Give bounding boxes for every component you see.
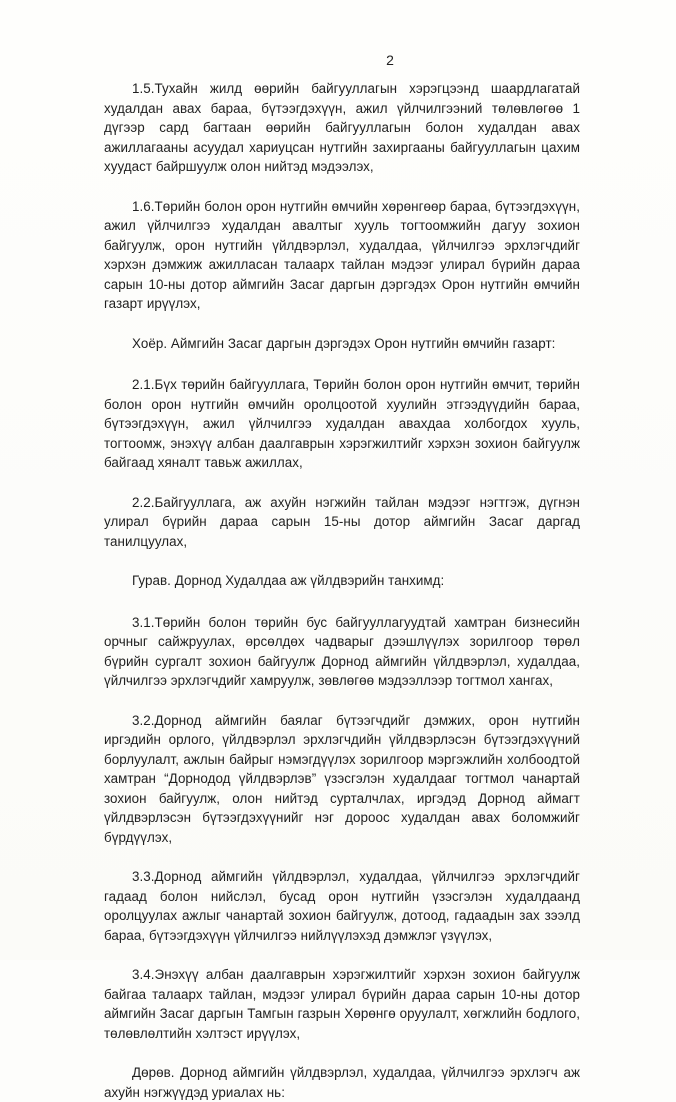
section-four-heading: Дөрөв. Дорнод аймгийн үйлдвэрлэл, худалдаа, үйлчилгээ эрхлэгч аж ахуйн нэгжүүдэд уриалах нь:	[104, 1065, 580, 1100]
section-two-heading: Хоёр. Аймгийн Засаг даргын дэргэдэх Орон нутгийн өмчийн газарт:	[132, 335, 556, 351]
paragraph-3-1: 3.1.Төрийн болон төрийн бус байгууллагуудтай хамтран бизнесийн орчныг сайжруулах, өрсөлдөх чадварыг дээшлүүлэх зорилгоор төрөл бүрийн сургалт зохион байгуулж Дорнод аймгийн үйлдвэрлэл, худалдаа, үйлчилгээ эрхлэгчдийг хамруулж, зөвлөгөө мэдээллээр тогтмол хангах,	[104, 614, 580, 688]
paragraph-2-1: 2.1.Бүх төрийн байгууллага, Төрийн болон орон нутгийн өмчит, төрийн болон орон нутгийн өмчийн оролцоотой хуулийн этгээдүүдийн бараа, бүтээгдэхүүн, ажил үйлчилгээ худалдан авахдаа холбогдох хууль, тогтоомж, энэхүү албан даалгаврын хэрэгжилтийг хэрхэн зохион байгуулж байгаад хяналт тавьж ажиллах,	[104, 377, 580, 470]
paragraph-3-2: 3.2.Дорнод аймгийн баялаг бүтээгчдийг дэмжих, орон нутгийн иргэдийн орлого, үйлдвэрлэл эрхлэгчдийн үйлдвэрлэсэн бүтээгдэхүүний борлуулалт, ажлын байрыг нэмэгдүүлэх зорилгоор мэргэжлийн холбоодтой хамтран “Дорнодод үйлдвэрлэв” үзэсгэлэн худалдааг тогтмол чанартай зохион байгуулж, олон нийтэд сурталчлах, иргэдэд Дорнод аймагт үйлдвэрлэсэн бүтээгдэхүүнийг нэг дороос худалдан авах боломжийг бүрдүүлэх,	[104, 712, 580, 845]
paragraph-3-3: 3.3.Дорнод аймгийн үйлдвэрлэл, худалдаа, үйлчилгээ эрхлэгчдийг гадаад болон нийслэл, бусад орон нутгийн үзэсгэлэн худалдаанд оролцуулах ажлыг чанартай зохион байгуулж, дотоод, гадаадын зах зээлд бараа, бүтээгдэхүүн үйлчилгээ нийлүүлэхэд дэмжлэг үзүүлэх,	[104, 869, 580, 943]
paragraph-1-6: 1.6.Төрийн болон орон нутгийн өмчийн хөрөнгөөр бараа, бүтээгдэхүүн, ажил үйлчилгээ худалдан авалтыг хууль тогтоомжийн дагуу зохион байгуулж, орон нутгийн үйлдвэрлэл, худалдаа, үйлчилгээ эрхлэгчдийг хэрхэн дэмжиж ажилласан талаарх тайлан мэдээг улирал бүрийн дараа сарын 10-ны дотор аймгийн Засаг даргын дэргэдэх Орон нутгийн өмчийн газарт ирүүлэх,	[104, 198, 580, 311]
paragraph-2-2: 2.2.Байгууллага, аж ахуйн нэгжийн тайлан мэдээг нэгтгэж, дүгнэн улирал бүрийн дараа сарын 15-ны дотор аймгийн Засаг даргад танилцуулах,	[104, 494, 580, 549]
paragraph-1-5: 1.5.Тухайн жилд өөрийн байгууллагын хэрэгцээнд шаардлагатай худалдан авах бараа, бүтээгдэхүүн, ажил үйлчилгээний төлөвлөгөө 1 дүгээр сард багтаан өөрийн байгууллагын болон худалдан авах ажиллагааны асуудал хариуцсан нутгийн захиргааны байгууллагын цахим хуудаст байршуулж олон нийтэд мэдээлэх,	[104, 81, 580, 174]
section-three-heading: Гурав. Дорнод Худалдаа аж үйлдвэрийн танхимд:	[132, 573, 445, 588]
page-number: 2	[386, 52, 394, 68]
paragraph-3-4: 3.4.Энэхүү албан даалгаврын хэрэгжилтийг хэрхэн зохион байгуулж байгаа талаарх тайлан, мэдээг улирал бүрийн дараа сарын 10-ны дотор аймгийн Засаг даргын Тамгын газрын Хөрөнгө оруулалт, хөгжлийн бодлого, төлөвлөлтийн хэлтэст ирүүлэх,	[104, 967, 580, 1041]
